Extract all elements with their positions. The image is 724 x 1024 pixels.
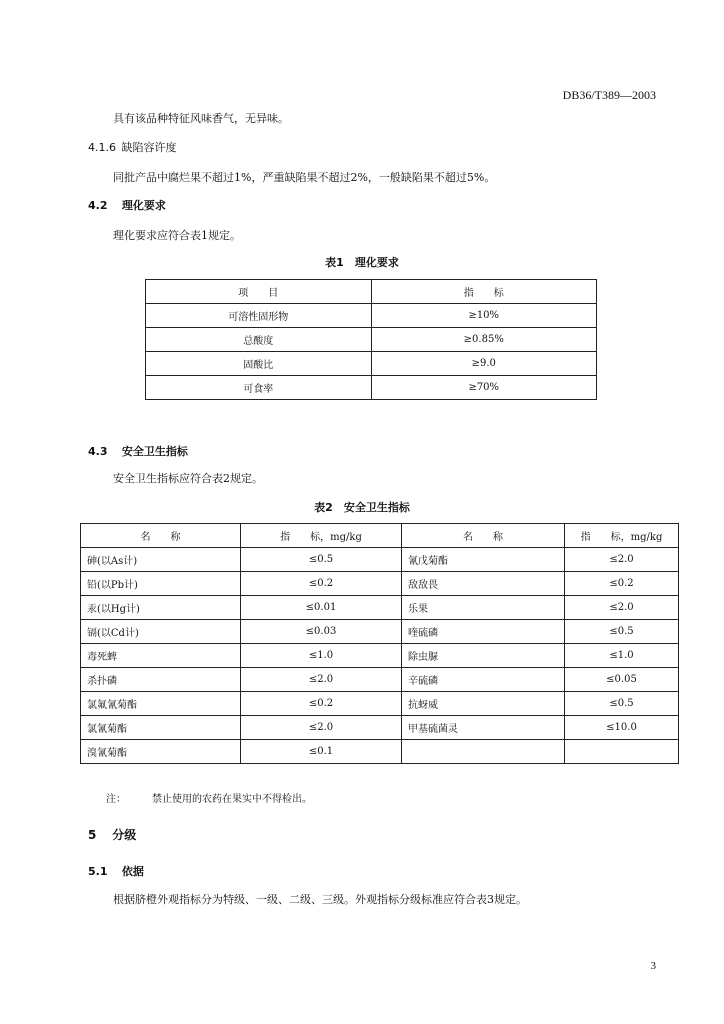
paragraph-physchem: 理化要求应符合表1规定。 [113, 229, 241, 242]
table-cell: ≤2.0 [565, 596, 679, 620]
table-cell: ≤0.5 [241, 548, 402, 572]
paragraph-safety: 安全卫生指标应符合表2规定。 [113, 472, 263, 485]
table-cell: 溴氰菊酯 [81, 740, 241, 764]
table-cell: 总酸度 [146, 328, 372, 352]
table-cell: 氯氰菊酯 [81, 716, 241, 740]
paragraph-defect-tolerance: 同批产品中腐烂果不超过1%，严重缺陷果不超过2%，一般缺陷果不超过5%。 [113, 171, 496, 184]
table-cell: 镉(以Cd计) [81, 620, 241, 644]
heading-4-3 [88, 443, 188, 459]
table-row [81, 596, 679, 620]
table-cell: 固酸比 [146, 352, 372, 376]
table-header-cell: 指 标，mg/kg [565, 524, 679, 548]
table-row [81, 572, 679, 596]
table-cell: ≤0.01 [241, 596, 402, 620]
table-header-cell: 名 称 [81, 524, 241, 548]
table-cell: ≥9.0 [371, 352, 597, 376]
table-safety [80, 523, 679, 764]
table-row [81, 692, 679, 716]
table-cell: 抗蚜威 [402, 692, 565, 716]
table-cell: 砷(以As计) [81, 548, 241, 572]
table-cell: 喹硫磷 [402, 620, 565, 644]
table-cell: ≤0.5 [565, 620, 679, 644]
section-title: 依据 [121, 865, 144, 878]
table-cell: 可溶性固形物 [146, 304, 372, 328]
table-cell [565, 740, 679, 764]
table-cell: ≤1.0 [241, 644, 402, 668]
table-cell: 氰戊菊酯 [402, 548, 565, 572]
table-cell: ≤2.0 [241, 716, 402, 740]
table-note [106, 790, 312, 805]
section-title: 安全卫生指标 [121, 445, 188, 458]
table-header-cell: 项 目 [146, 280, 372, 304]
table-cell: 可食率 [146, 376, 372, 400]
table-cell: 氯氟氰菊酯 [81, 692, 241, 716]
table-cell: ≤0.03 [241, 620, 402, 644]
table-row [146, 376, 597, 400]
section-number: 4.2 [88, 199, 108, 212]
table-cell: ≤0.1 [241, 740, 402, 764]
section-number: 5 [88, 828, 97, 842]
table-cell: ≤0.2 [565, 572, 679, 596]
table-row [146, 304, 597, 328]
table-header-cell: 名 称 [402, 524, 565, 548]
table-cell: 辛硫磷 [402, 668, 565, 692]
table-row [81, 716, 679, 740]
table-cell: ≥70% [371, 376, 597, 400]
table-cell: ≤0.2 [241, 572, 402, 596]
table-cell: ≥0.85% [371, 328, 597, 352]
heading-4-1-6 [88, 139, 177, 155]
section-title: 缺陷容许度 [121, 141, 177, 154]
table-header-row [146, 280, 597, 304]
table-header-cell: 指 标 [371, 280, 597, 304]
note-text: 禁止使用的农药在果实中不得检出。 [152, 794, 312, 805]
table-row [81, 644, 679, 668]
paragraph-grading-basis: 根据脐橙外观指标分为特级、一级、二级、三级。外观指标分级标准应符合表3规定。 [113, 893, 527, 906]
table-row [81, 740, 679, 764]
heading-5 [88, 826, 136, 843]
table-cell: 甲基硫菌灵 [402, 716, 565, 740]
section-number: 4.3 [88, 445, 108, 458]
table2-caption: 表2 安全卫生指标 [314, 501, 410, 514]
table-cell: ≤10.0 [565, 716, 679, 740]
table-row [81, 548, 679, 572]
table-cell: 敌敌畏 [402, 572, 565, 596]
table-physchem [145, 279, 597, 400]
table-cell: ≤1.0 [565, 644, 679, 668]
table-cell: 毒死蜱 [81, 644, 241, 668]
table-cell: 乐果 [402, 596, 565, 620]
table-cell: ≤0.2 [241, 692, 402, 716]
table-row [81, 668, 679, 692]
note-label: 注： [106, 794, 126, 805]
table-cell: ≤2.0 [241, 668, 402, 692]
section-number: 4.1.6 [88, 141, 116, 154]
table-header-row [81, 524, 679, 548]
paragraph-flavor: 具有该品种特征风味香气，无异味。 [113, 112, 289, 125]
table-cell: 杀扑磷 [81, 668, 241, 692]
section-title: 分级 [112, 828, 137, 842]
table-row [146, 328, 597, 352]
table-cell: 汞(以Hg计) [81, 596, 241, 620]
table1-caption: 表1 理化要求 [325, 256, 399, 269]
table-cell: 铅(以Pb计) [81, 572, 241, 596]
heading-4-2 [88, 197, 166, 213]
table-cell: ≥10% [371, 304, 597, 328]
table-row [146, 352, 597, 376]
page-number: 3 [650, 960, 656, 972]
table-row [81, 620, 679, 644]
document-code: DB36/T389—2003 [562, 88, 656, 102]
heading-5-1 [88, 863, 144, 879]
section-number: 5.1 [88, 865, 108, 878]
table-cell: ≤0.5 [565, 692, 679, 716]
table-cell [402, 740, 565, 764]
section-title: 理化要求 [121, 199, 166, 212]
table-cell: ≤0.05 [565, 668, 679, 692]
table-cell: ≤2.0 [565, 548, 679, 572]
table-cell: 除虫脲 [402, 644, 565, 668]
table-header-cell: 指 标，mg/kg [241, 524, 402, 548]
